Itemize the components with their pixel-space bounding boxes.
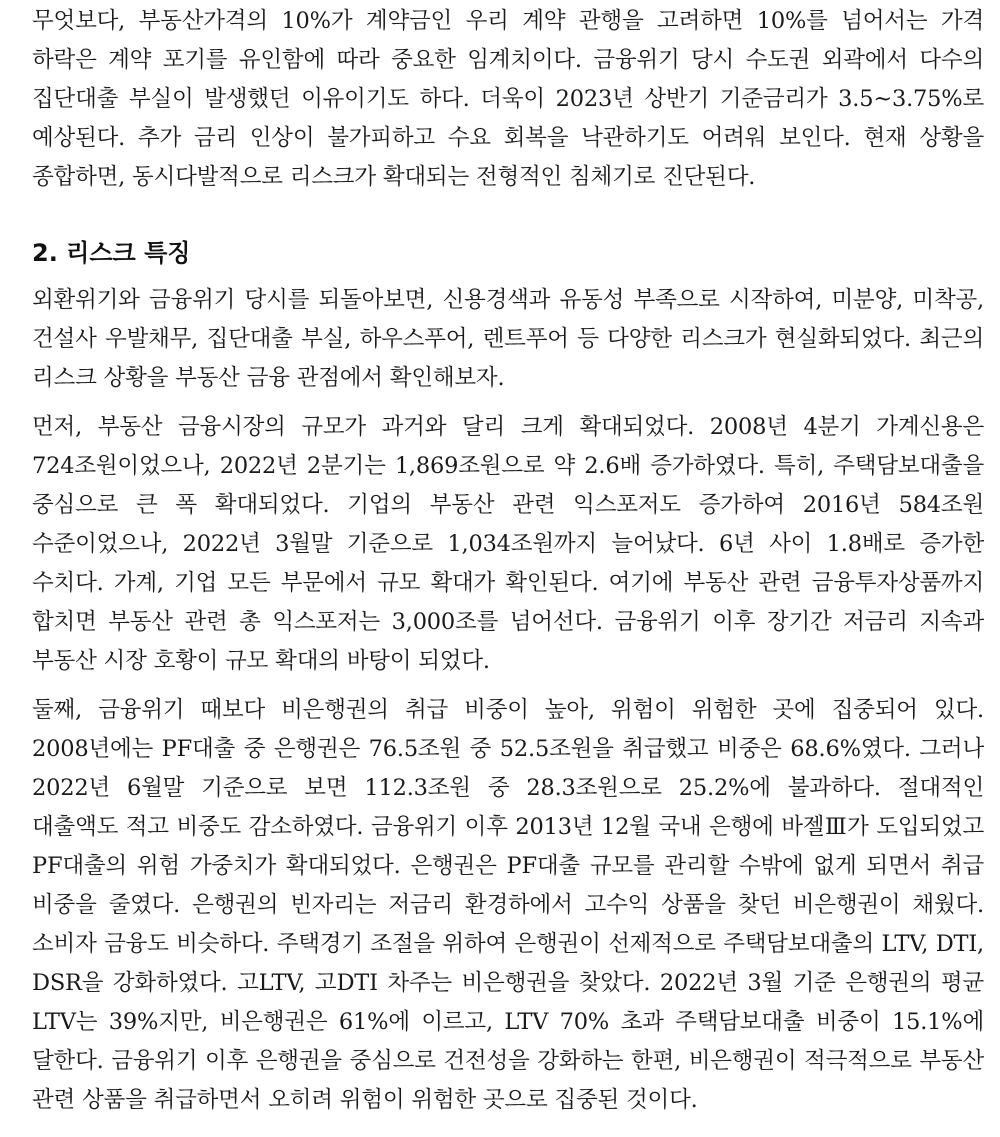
paragraph-intro: 무엇보다, 부동산가격의 10%가 계약금인 우리 계약 관행을 고려하면 10%를 넘어서는 가격 하락은 계약 포기를 유인함에 따라 중요한 임계치이다. 금융위기 당시 수도권 외곽에서 다수의 집단대출 부실이 발생했던 이유이기도 하다. 더욱이 2023년 상반기 기준금리가 3.5~3.75%로 예상된다. 추가 금리 인상이 불가피하고 수요 회복을 낙관하기도 어려워 보인다. 현재 상황을 종합하면, 동시다발적으로 리스크가 확대되는 전형적인 침체기로 진단된다. xyxy=(32,8,984,190)
section-heading: 2. 리스크 특징 xyxy=(32,239,191,267)
paragraph-risk-overview: 외환위기와 금융위기 당시를 되돌아보면, 신용경색과 유동성 부족으로 시작하여, 미분양, 미착공, 건설사 우발채무, 집단대출 부실, 하우스푸어, 렌트푸어 등 다양한 리스크가 현실화되었다. 최근의 리스크 상황을 부동산 금융 관점에서 확인해보자. xyxy=(32,287,984,391)
paragraph-market-size: 먼저, 부동산 금융시장의 규모가 과거와 달리 크게 확대되었다. 2008년 4분기 가계신용은 724조원이었으나, 2022년 2분기는 1,869조원으로 약 2.6배 증가하였다. 특히, 주택담보대출을 중심으로 큰 폭 확대되었다. 기업의 부동산 관련 익스포저도 증가하여 2016년 584조원 수준이었으나, 2022년 3월말 기준으로 1,034조원까지 늘어났다. 6년 사이 1.8배로 증가한 수치다. 가계, 기업 모든 부문에서 규모 확대가 확인된다. 여기에 부동산 관련 금융투자상품까지 합치면 부동산 관련 총 익스포저는 3,000조를 넘어선다. 금융위기 이후 장기간 저금리 지속과 부동산 시장 호황이 규모 확대의 바탕이 되었다. xyxy=(32,414,984,674)
document-page xyxy=(32,0,984,1120)
paragraph-nonbank-share: 둘째, 금융위기 때보다 비은행권의 취급 비중이 높아, 위험이 위험한 곳에 집중되어 있다. 2008년에는 PF대출 중 은행권은 76.5조원 중 52.5조원을 취급했고 비중은 68.6%였다. 그러나 2022년 6월말 기준으로 보면 112.3조원 중 28.3조원으로 25.2%에 불과하다. 절대적인 대출액도 적고 비중도 감소하였다. 금융위기 이후 2013년 12월 국내 은행에 바젤Ⅲ가 도입되었고 PF대출의 위험 가중치가 확대되었다. 은행권은 PF대출 규모를 관리할 수밖에 없게 되면서 취급 비중을 줄였다. 은행권의 빈자리는 저금리 환경하에서 고수익 상품을 찾던 비은행권이 채웠다. 소비자 금융도 비슷하다. 주택경기 조절을 위하여 은행권이 선제적으로 주택담보대출의 LTV, DTI, DSR을 강화하였다. 고LTV, 고DTI 차주는 비은행권을 찾았다. 2022년 3월 기준 은행권의 평균 LTV는 39%지만, 비은행권은 61%에 이르고, LTV 70% 초과 주택담보대출 비중이 15.1%에 달한다. 금융위기 이후 은행권을 중심으로 건전성을 강화하는 한편, 비은행권이 적극적으로 부동산 관련 상품을 취급하면서 오히려 위험이 위험한 곳으로 집중된 것이다. xyxy=(32,697,984,1113)
